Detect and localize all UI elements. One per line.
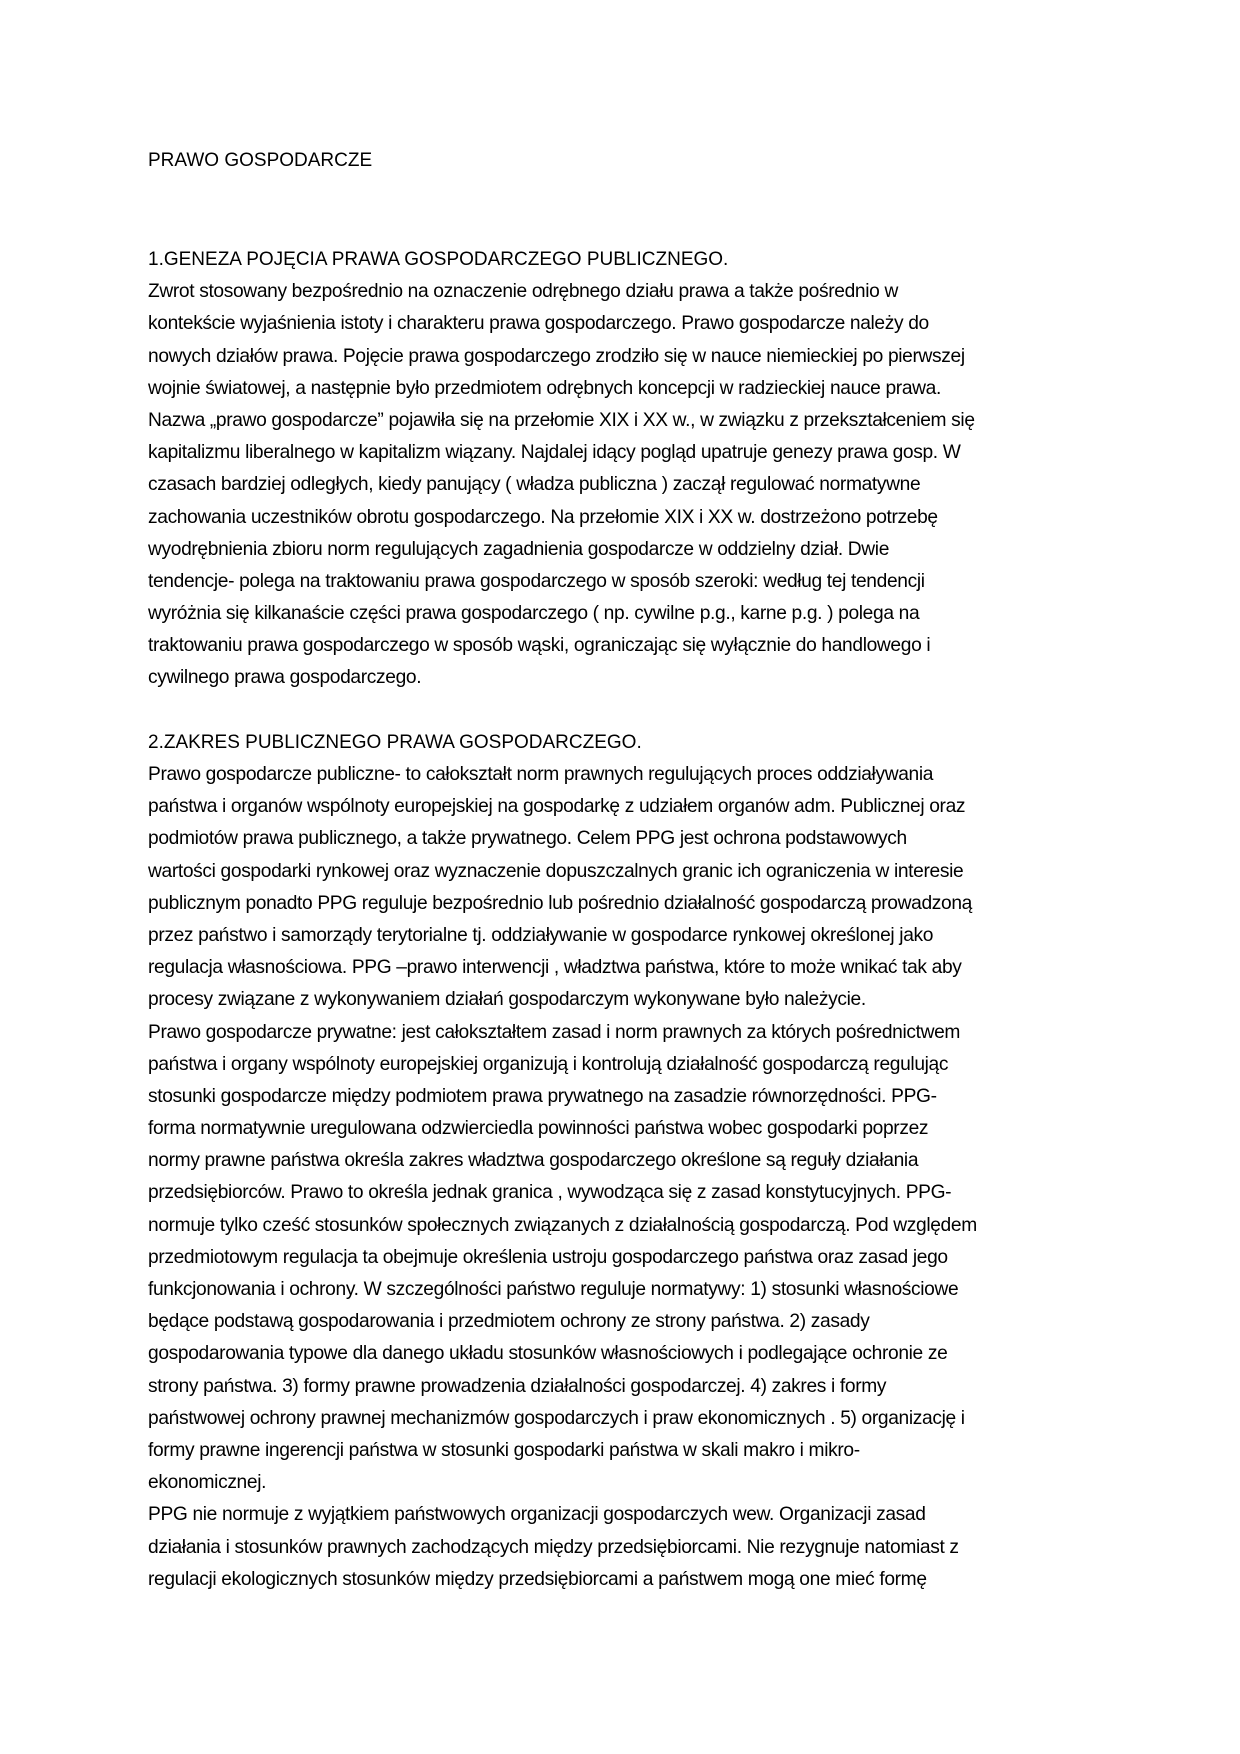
section-2-heading: 2.ZAKRES PUBLICZNEGO PRAWA GOSPODARCZEGO. xyxy=(148,731,642,753)
paragraph-line: kapitalizmu liberalnego w kapitalizm wiązany. Najdalej idący pogląd upatruje genezy prawa gosp. W xyxy=(148,442,961,464)
paragraph-line: normuje tylko cześć stosunków społecznych związanych z działalnością gospodarczą. Pod względem xyxy=(148,1214,977,1236)
paragraph-line: przedmiotowym regulacja ta obejmuje określenia ustroju gospodarczego państwa oraz zasad jego xyxy=(148,1246,948,1268)
paragraph-line: wyróżnia się kilkanaście części prawa gospodarczego ( np. cywilne p.g., karne p.g. ) polega na xyxy=(148,603,920,625)
section-1-heading: 1.GENEZA POJĘCIA PRAWA GOSPODARCZEGO PUBLICZNEGO. xyxy=(148,249,729,270)
paragraph-line: PPG nie normuje z wyjątkiem państwowych organizacji gospodarczych wew. Organizacji zasad xyxy=(148,1504,926,1526)
paragraph-line: cywilnego prawa gospodarczego. xyxy=(148,667,422,689)
paragraph-line: państwa i organy wspólnoty europejskiej organizują i kontrolują działalność gospodarczą regulując xyxy=(148,1053,949,1075)
paragraph-line: regulacja własnościowa. PPG –prawo interwencji , władztwa państwa, które to może wnikać tak aby xyxy=(148,957,962,979)
paragraph-line: wyodrębnienia zbioru norm regulujących zagadnienia gospodarcze w oddzielny dział. Dwie xyxy=(148,538,890,560)
paragraph-line: przedsiębiorców. Prawo to określa jednak granica , wywodząca się z zasad konstytucyjnych. PPG- xyxy=(148,1182,952,1204)
paragraph-line: czasach bardziej odległych, kiedy panujący ( władza publiczna ) zaczął regulować normatywne xyxy=(148,474,921,496)
paragraph-line: wojnie światowej, a następnie było przedmiotem odrębnych koncepcji w radzieckiej nauce prawa. xyxy=(148,377,941,399)
document-title: PRAWO GOSPODARCZE xyxy=(148,150,373,171)
paragraph-line: traktowaniu prawa gospodarczego w sposób wąski, ograniczając się wyłącznie do handlowego i xyxy=(148,635,931,657)
paragraph-line: nowych działów prawa. Pojęcie prawa gospodarczego zrodziło się w nauce niemieckiej po pierwszej xyxy=(148,345,965,367)
paragraph-line: Zwrot stosowany bezpośrednio na oznaczenie odrębnego działu prawa a także pośrednio w xyxy=(148,281,898,303)
document-page xyxy=(148,0,1088,1754)
paragraph-line: kontekście wyjaśnienia istoty i charakteru prawa gospodarczego. Prawo gospodarcze należy do xyxy=(148,313,929,335)
section-1 xyxy=(148,244,1088,695)
paragraph-line: tendencje- polega na traktowaniu prawa gospodarczego w sposób szeroki: według tej tendencji xyxy=(148,570,925,592)
paragraph-line: Prawo gospodarcze prywatne: jest całokształtem zasad i norm prawnych za których pośrednictwem xyxy=(148,1021,961,1043)
paragraph-line: normy prawne państwa określa zakres władztwa gospodarczego określone są reguły działania xyxy=(148,1150,919,1172)
paragraph-line: państwowej ochrony prawnej mechanizmów gospodarczych i praw ekonomicznych . 5) organizację i xyxy=(148,1407,965,1429)
paragraph-line: będące podstawą gospodarowania i przedmiotem ochrony ze strony państwa. 2) zasady xyxy=(148,1311,870,1333)
paragraph-line: Nazwa „prawo gospodarcze” pojawiła się na przełomie XIX i XX w., w związku z przekształceniem się xyxy=(148,409,975,431)
paragraph-line: przez państwo i samorządy terytorialne tj. oddziaływanie w gospodarce rynkowej określonej jako xyxy=(148,924,934,946)
paragraph-line: gospodarowania typowe dla danego układu stosunków własnościowych i podlegające ochronie ze xyxy=(148,1343,948,1365)
document-body xyxy=(148,244,1088,1596)
paragraph-line: funkcjonowania i ochrony. W szczególności państwo reguluje normatywy: 1) stosunki własnościowe xyxy=(148,1279,959,1301)
paragraph-line: zachowania uczestników obrotu gospodarczego. Na przełomie XIX i XX w. dostrzeżono potrzebę xyxy=(148,506,938,528)
paragraph-line: procesy związane z wykonywaniem działań gospodarczym wykonywane było należycie. xyxy=(148,989,866,1011)
paragraph-line: strony państwa. 3) formy prawne prowadzenia działalności gospodarczej. 4) zakres i formy xyxy=(148,1375,887,1397)
section-2 xyxy=(148,727,1088,1596)
paragraph-spacer xyxy=(148,695,1088,727)
paragraph-line: formy prawne ingerencji państwa w stosunki gospodarki państwa w skali makro i mikro- xyxy=(148,1439,860,1461)
paragraph-line: Prawo gospodarcze publiczne- to całokształt norm prawnych regulujących proces oddziaływania xyxy=(148,764,934,786)
paragraph-line: wartości gospodarki rynkowej oraz wyznaczenie dopuszczalnych granic ich ograniczenia w interesie xyxy=(148,860,964,882)
paragraph-line: forma normatywnie uregulowana odzwierciedla powinności państwa wobec gospodarki poprzez xyxy=(148,1118,929,1140)
paragraph-line: publicznym ponadto PPG reguluje bezpośrednio lub pośrednio działalność gospodarczą prowadzoną xyxy=(148,892,972,914)
paragraph-line: państwa i organów wspólnoty europejskiej na gospodarkę z udziałem organów adm. Publicznej oraz xyxy=(148,796,966,818)
paragraph-line: działania i stosunków prawnych zachodzących między przedsiębiorcami. Nie rezygnuje natomiast z xyxy=(148,1536,959,1558)
paragraph-line: ekonomicznej. xyxy=(148,1472,267,1494)
paragraph-line: podmiotów prawa publicznego, a także prywatnego. Celem PPG jest ochrona podstawowych xyxy=(148,828,907,850)
paragraph-line: stosunki gospodarcze między podmiotem prawa prywatnego na zasadzie równorzędności. PPG- xyxy=(148,1085,937,1107)
paragraph-line: regulacji ekologicznych stosunków między przedsiębiorcami a państwem mogą one mieć formę xyxy=(148,1568,927,1590)
